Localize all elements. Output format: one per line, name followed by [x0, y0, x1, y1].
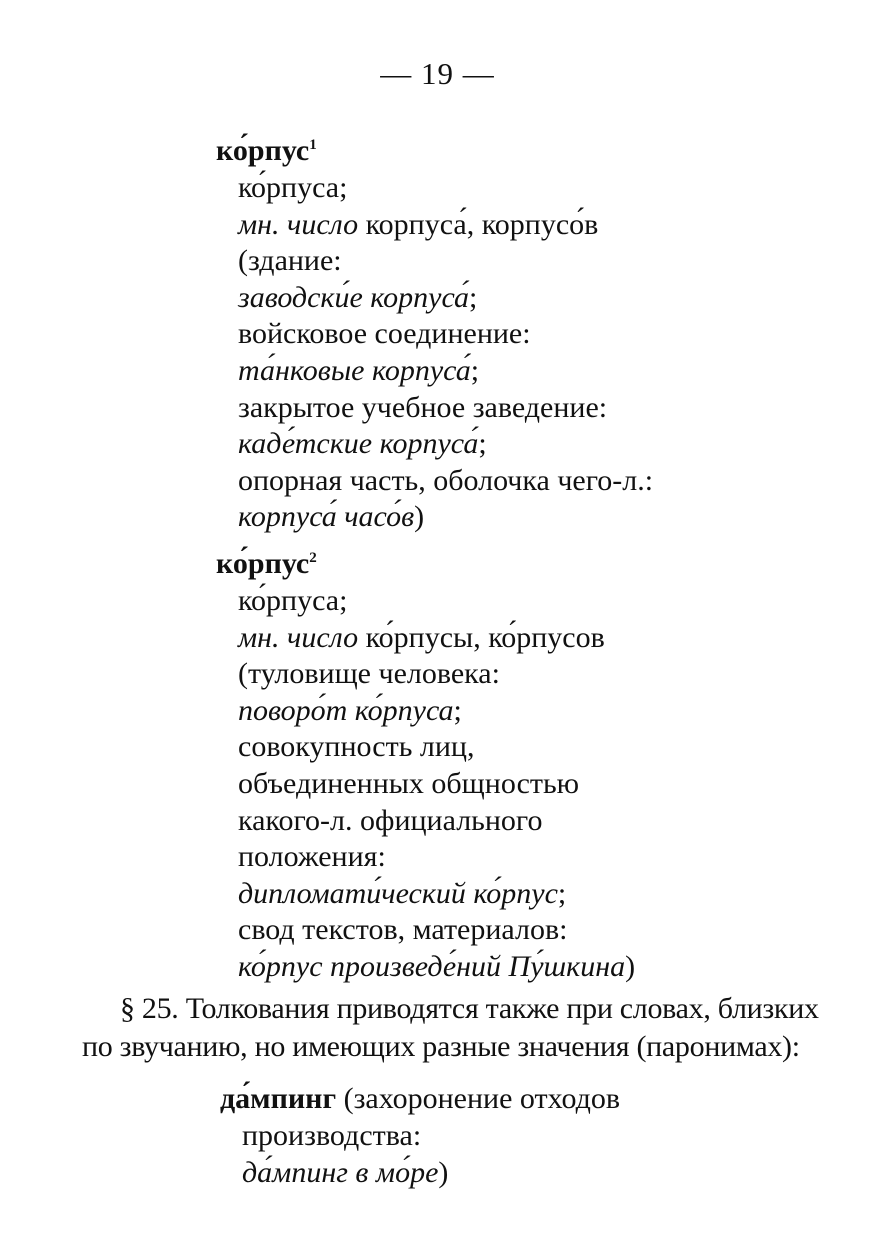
- entry-line: [238, 390, 653, 427]
- definition-text: какого-л. официального: [238, 803, 543, 837]
- definition-text: ): [625, 949, 636, 983]
- entry-line: [238, 803, 635, 840]
- entry-line: [238, 693, 635, 730]
- entry-line: [238, 207, 653, 244]
- dictionary-entry: [220, 1080, 620, 1191]
- paragraph-line: по звучанию, но имеющих разные значения (паронимах):: [82, 1030, 800, 1063]
- example-text: поворо́т ко́рпуса: [238, 693, 454, 727]
- headword-index: 2: [309, 550, 317, 566]
- entry-body: [238, 583, 635, 986]
- example-text: да́мпинг в мо́ре: [242, 1155, 439, 1189]
- entry-headword: [216, 132, 653, 170]
- headword-text: ко́рпус: [216, 547, 310, 580]
- example-text: заводски́е корпуса́: [238, 280, 470, 314]
- example-text: дипломати́ческий ко́рпус: [238, 876, 558, 910]
- definition-text: войсковое соединение:: [238, 317, 531, 351]
- definition-text: ко́рпуса;: [238, 171, 348, 204]
- definition-text: опорная часть, оболочка чего-л.:: [238, 463, 654, 497]
- definition-text: ;: [453, 693, 462, 727]
- definition-text: (здание:: [238, 244, 342, 278]
- definition-text: ко́рпуса;: [238, 584, 348, 617]
- example-text: мн. число: [238, 207, 359, 241]
- definition-text: ): [414, 500, 425, 534]
- dictionary-entry: [216, 132, 653, 536]
- definition-text: совокупность лиц,: [238, 730, 475, 764]
- entry-line: [238, 316, 653, 353]
- entry-line: [238, 656, 635, 693]
- entry-line: [238, 839, 635, 876]
- definition-text: корпуса́, корпусо́в: [358, 207, 599, 241]
- entry-line: [238, 280, 653, 317]
- example-text: та́нковые корпуса́: [238, 353, 471, 387]
- headword-index: 1: [309, 137, 317, 153]
- definition-text: ): [438, 1155, 449, 1189]
- entry-line: [238, 353, 653, 390]
- paragraph-line: § 25. Толкования приводятся также при словах, близких: [120, 992, 819, 1025]
- example-text: корпуса́ часо́в: [238, 500, 415, 534]
- definition-text: объединенных общностью: [238, 766, 580, 800]
- entry-line: [238, 170, 653, 207]
- dictionary-entry: [216, 545, 635, 986]
- entry-headword: [216, 545, 635, 583]
- page-number: — 19 —: [380, 56, 495, 91]
- entry-line: [242, 1118, 620, 1155]
- definition-text: ;: [469, 280, 478, 314]
- entry-line: [238, 620, 635, 657]
- entry-line: [238, 499, 653, 536]
- entry-line: [238, 583, 635, 620]
- entry-line: [238, 766, 635, 803]
- definition-text: ко́рпусы, ко́рпусов: [358, 620, 605, 654]
- entry-body: [242, 1118, 620, 1191]
- section-paragraph: [82, 990, 822, 1066]
- entry-line: [238, 426, 653, 463]
- entry-line: [238, 729, 635, 766]
- headword-text: да́мпинг: [220, 1082, 337, 1115]
- definition-text: (туловище человека:: [238, 657, 500, 691]
- example-text: ко́рпус произведе́ний Пу́шкина: [238, 949, 626, 983]
- headword-text: ко́рпус: [216, 134, 310, 167]
- entry-line: [238, 949, 635, 986]
- entry-headline: [220, 1080, 620, 1118]
- definition-text: ;: [557, 876, 567, 910]
- definition-text: производства:: [242, 1119, 422, 1152]
- definition-text: ;: [478, 427, 487, 461]
- entry-line: [242, 1155, 620, 1192]
- entry-line: [238, 463, 653, 500]
- definition-text: положения:: [238, 840, 386, 874]
- headword-gloss: (захоронение отходов: [336, 1082, 621, 1115]
- definition-text: свод текстов, материалов:: [238, 913, 568, 947]
- example-text: мн. число: [238, 620, 359, 654]
- example-text: каде́тские корпуса́: [238, 427, 479, 461]
- entry-body: [238, 170, 653, 536]
- definition-text: ;: [470, 353, 480, 387]
- entry-line: [238, 876, 635, 913]
- definition-text: закрытое учебное заведение:: [238, 390, 608, 424]
- entry-line: [238, 243, 653, 280]
- entry-line: [238, 912, 635, 949]
